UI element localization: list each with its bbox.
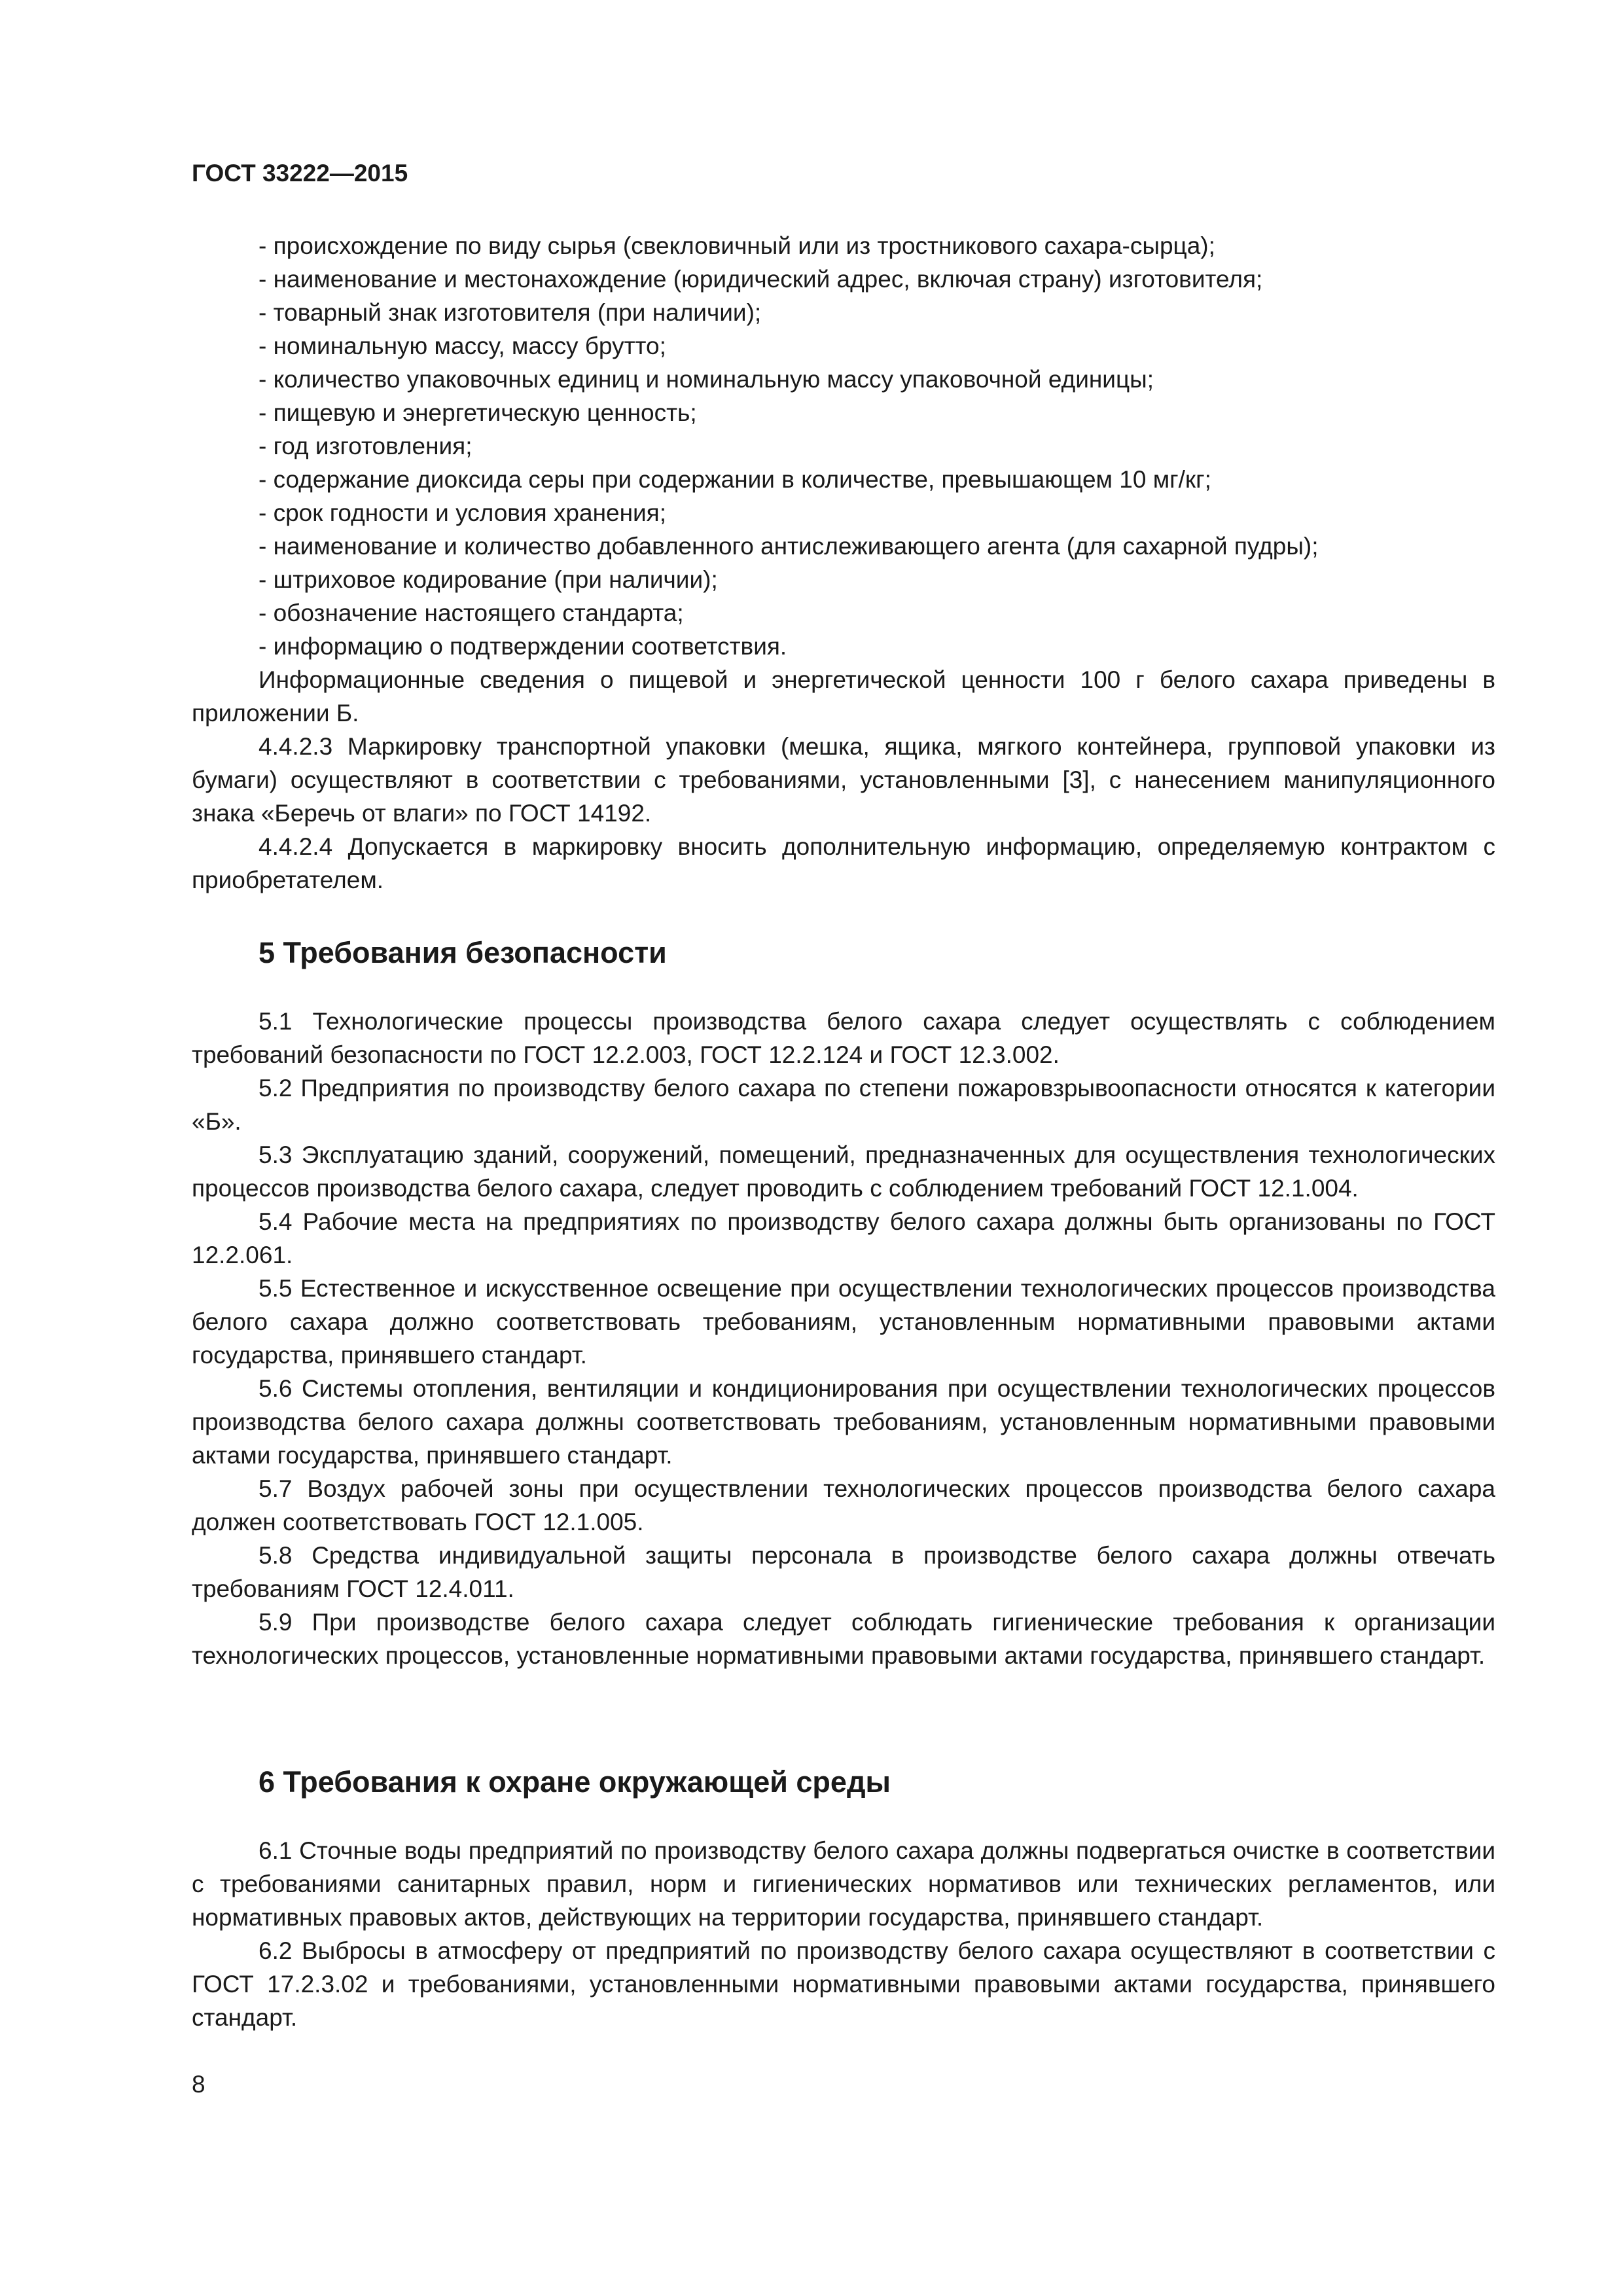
list-item: - товарный знак изготовителя (при наличии); [259, 299, 762, 326]
list-item: - штриховое кодирование (при наличии); [259, 566, 718, 593]
clause-5-1: 5.1 Технологические процессы производства белого сахара следует осуществлять с соблюдением требований безопасности по ГОСТ 12.2.003, ГОСТ 12.2.124 и ГОСТ 12.3.002. [192, 1008, 1495, 1068]
section-6-body [192, 1834, 1495, 2034]
list-item: - обозначение настоящего стандарта; [259, 600, 684, 626]
section-5-body [192, 1005, 1495, 1672]
clause-5-4: 5.4 Рабочие места на предприятиях по производству белого сахара должны быть организованы по ГОСТ 12.2.061. [192, 1208, 1495, 1268]
clause-5-9: 5.9 При производстве белого сахара следует соблюдать гигиенические требования к организации технологических процессов, установленные нормативными правовыми актами государства, принявшего стандарт. [192, 1609, 1495, 1669]
list-item: - количество упаковочных единиц и номинальную массу упаковочной единицы; [259, 366, 1154, 393]
info-paragraph: Информационные сведения о пищевой и энергетической ценности 100 г белого сахара приведены в приложении Б. [192, 666, 1495, 726]
clause-5-8: 5.8 Средства индивидуальной защиты персонала в производстве белого сахара должны отвечать требованиям ГОСТ 12.4.011. [192, 1542, 1495, 1602]
list-item: - год изготовления; [259, 433, 473, 459]
clause-5-7: 5.7 Воздух рабочей зоны при осуществлении технологических процессов производства белого сахара должен соответствовать ГОСТ 12.1.005. [192, 1475, 1495, 1535]
clause-6-2: 6.2 Выбросы в атмосферу от предприятий по производству белого сахара осуществляют в соответствии с ГОСТ 17.2.3.02 и требованиями, установленными нормативными правовыми актами государства, принявшего стандарт. [192, 1937, 1495, 2031]
marking-requirements-block [192, 229, 1495, 897]
clause-6-1: 6.1 Сточные воды предприятий по производству белого сахара должны подвергаться очистке в соответствии с требованиями санитарных правил, норм и гигиенических нормативов или технических регламентов, или нормативных правовых актов, действующих на территории государства, принявшего стандарт. [192, 1837, 1495, 1931]
list-item: - информацию о подтверждении соответствия. [259, 633, 787, 660]
section-5-title: 5 Требования безопасности [259, 936, 667, 969]
list-item: - происхождение по виду сырья (свекловичный или из тростникового сахара-сырца); [259, 232, 1215, 259]
list-item: - срок годности и условия хранения; [259, 499, 667, 526]
list-item: - наименование и местонахождение (юридический адрес, включая страну) изготовителя; [259, 266, 1263, 293]
list-item: - номинальную массу, массу брутто; [259, 332, 666, 359]
document-header: ГОСТ 33222—2015 [192, 160, 408, 187]
clause-5-3: 5.3 Эксплуатацию зданий, сооружений, помещений, предназначенных для осуществления технологических процессов производства белого сахара, следует проводить с соблюдением требований ГОСТ 12.1.004. [192, 1141, 1495, 1202]
clause-5-5: 5.5 Естественное и искусственное освещение при осуществлении технологических процессов производства белого сахара должно соответствовать требованиям, установленным нормативными правовыми актами государства, принявшего стандарт. [192, 1275, 1495, 1369]
clause-5-2: 5.2 Предприятия по производству белого сахара по степени пожаровзрывоопасности относятся к категории «Б». [192, 1075, 1495, 1135]
list-item: - содержание диоксида серы при содержании в количестве, превышающем 10 мг/кг; [259, 466, 1211, 493]
page-number: 8 [192, 2071, 205, 2098]
clause-4-4-2-3: 4.4.2.3 Маркировку транспортной упаковки (мешка, ящика, мягкого контейнера, групповой упаковки из бумаги) осуществляют в соответствии с требованиями, установленными [3], с нанесением манипуляционного знака «Беречь от влаги» по ГОСТ 14192. [192, 733, 1495, 827]
section-6-title: 6 Требования к охране окружающей среды [259, 1765, 891, 1799]
list-item: - пищевую и энергетическую ценность; [259, 399, 697, 426]
list-item: - наименование и количество добавленного антислеживающего агента (для сахарной пудры); [259, 533, 1319, 560]
clause-4-4-2-4: 4.4.2.4 Допускается в маркировку вносить дополнительную информацию, определяемую контрактом с приобретателем. [192, 833, 1495, 893]
clause-5-6: 5.6 Системы отопления, вентиляции и кондиционирования при осуществлении технологических процессов производства белого сахара должны соответствовать требованиям, установленным нормативными правовыми актами государства, принявшего стандарт. [192, 1375, 1495, 1469]
